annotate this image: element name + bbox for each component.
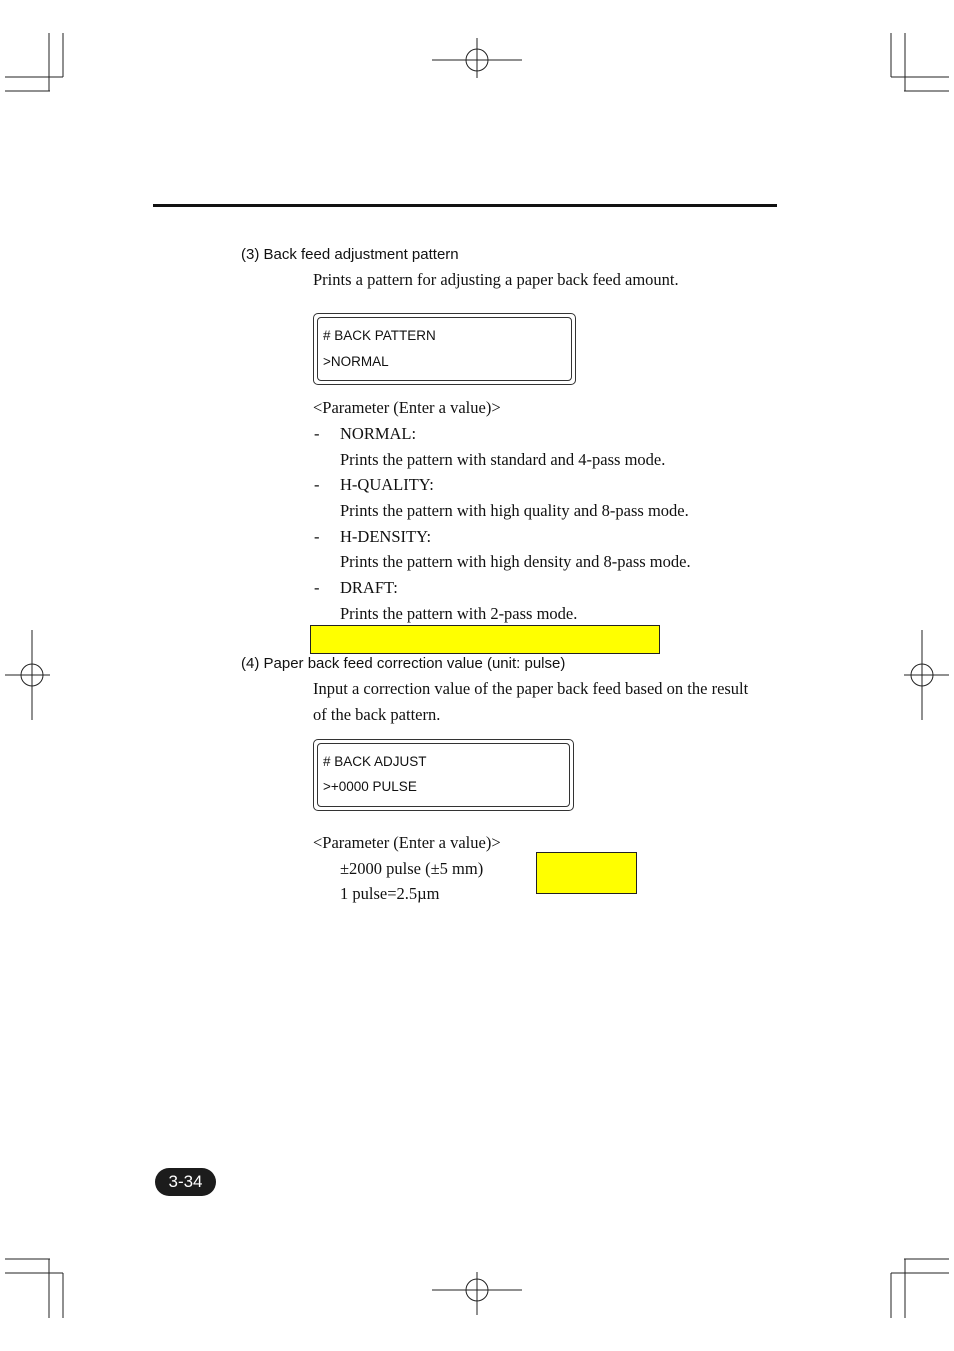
lcd-line-1: # BACK ADJUST xyxy=(323,754,427,769)
lcd-display-back-pattern xyxy=(313,313,576,385)
section-4-intro-line-2: of the back pattern. xyxy=(313,705,441,724)
lcd-line-2: >NORMAL xyxy=(323,354,389,369)
lcd-line-2: >+0000 PULSE xyxy=(323,779,417,794)
highlight-box xyxy=(310,625,660,654)
highlight-box xyxy=(536,852,637,894)
option-name-h-quality: H-QUALITY: xyxy=(340,475,434,494)
option-dash: - xyxy=(314,475,320,494)
lcd-line-1: # BACK PATTERN xyxy=(323,328,436,343)
option-dash: - xyxy=(314,578,320,597)
section-4-param-label: <Parameter (Enter a value)> xyxy=(313,833,501,852)
range-value: ±2000 pulse (±5 mm) xyxy=(340,859,484,878)
option-desc-draft: Prints the pattern with 2-pass mode. xyxy=(340,604,578,623)
page-number-badge: 3-34 xyxy=(155,1168,216,1196)
section-3-heading: (3) Back feed adjustment pattern xyxy=(241,246,459,263)
header-rule xyxy=(153,204,777,207)
option-desc-h-quality: Prints the pattern with high quality and 8-pass mode. xyxy=(340,501,689,520)
option-desc-normal: Prints the pattern with standard and 4-pass mode. xyxy=(340,450,666,469)
lcd-display-back-adjust xyxy=(313,739,574,811)
section-4-intro-line-1: Input a correction value of the paper back feed based on the result xyxy=(313,679,749,698)
option-desc-h-density: Prints the pattern with high density and 8-pass mode. xyxy=(340,552,691,571)
option-name-normal: NORMAL: xyxy=(340,424,417,443)
section-3-param-label: <Parameter (Enter a value)> xyxy=(313,398,501,417)
option-name-h-density: H-DENSITY: xyxy=(340,527,432,546)
section-3-intro: Prints a pattern for adjusting a paper back feed amount. xyxy=(313,270,679,289)
option-dash: - xyxy=(314,527,320,546)
section-4-heading: (4) Paper back feed correction value (unit: pulse) xyxy=(241,655,566,672)
unit-note: 1 pulse=2.5µm xyxy=(340,884,440,903)
option-name-draft: DRAFT: xyxy=(340,578,398,597)
option-dash: - xyxy=(314,424,320,443)
